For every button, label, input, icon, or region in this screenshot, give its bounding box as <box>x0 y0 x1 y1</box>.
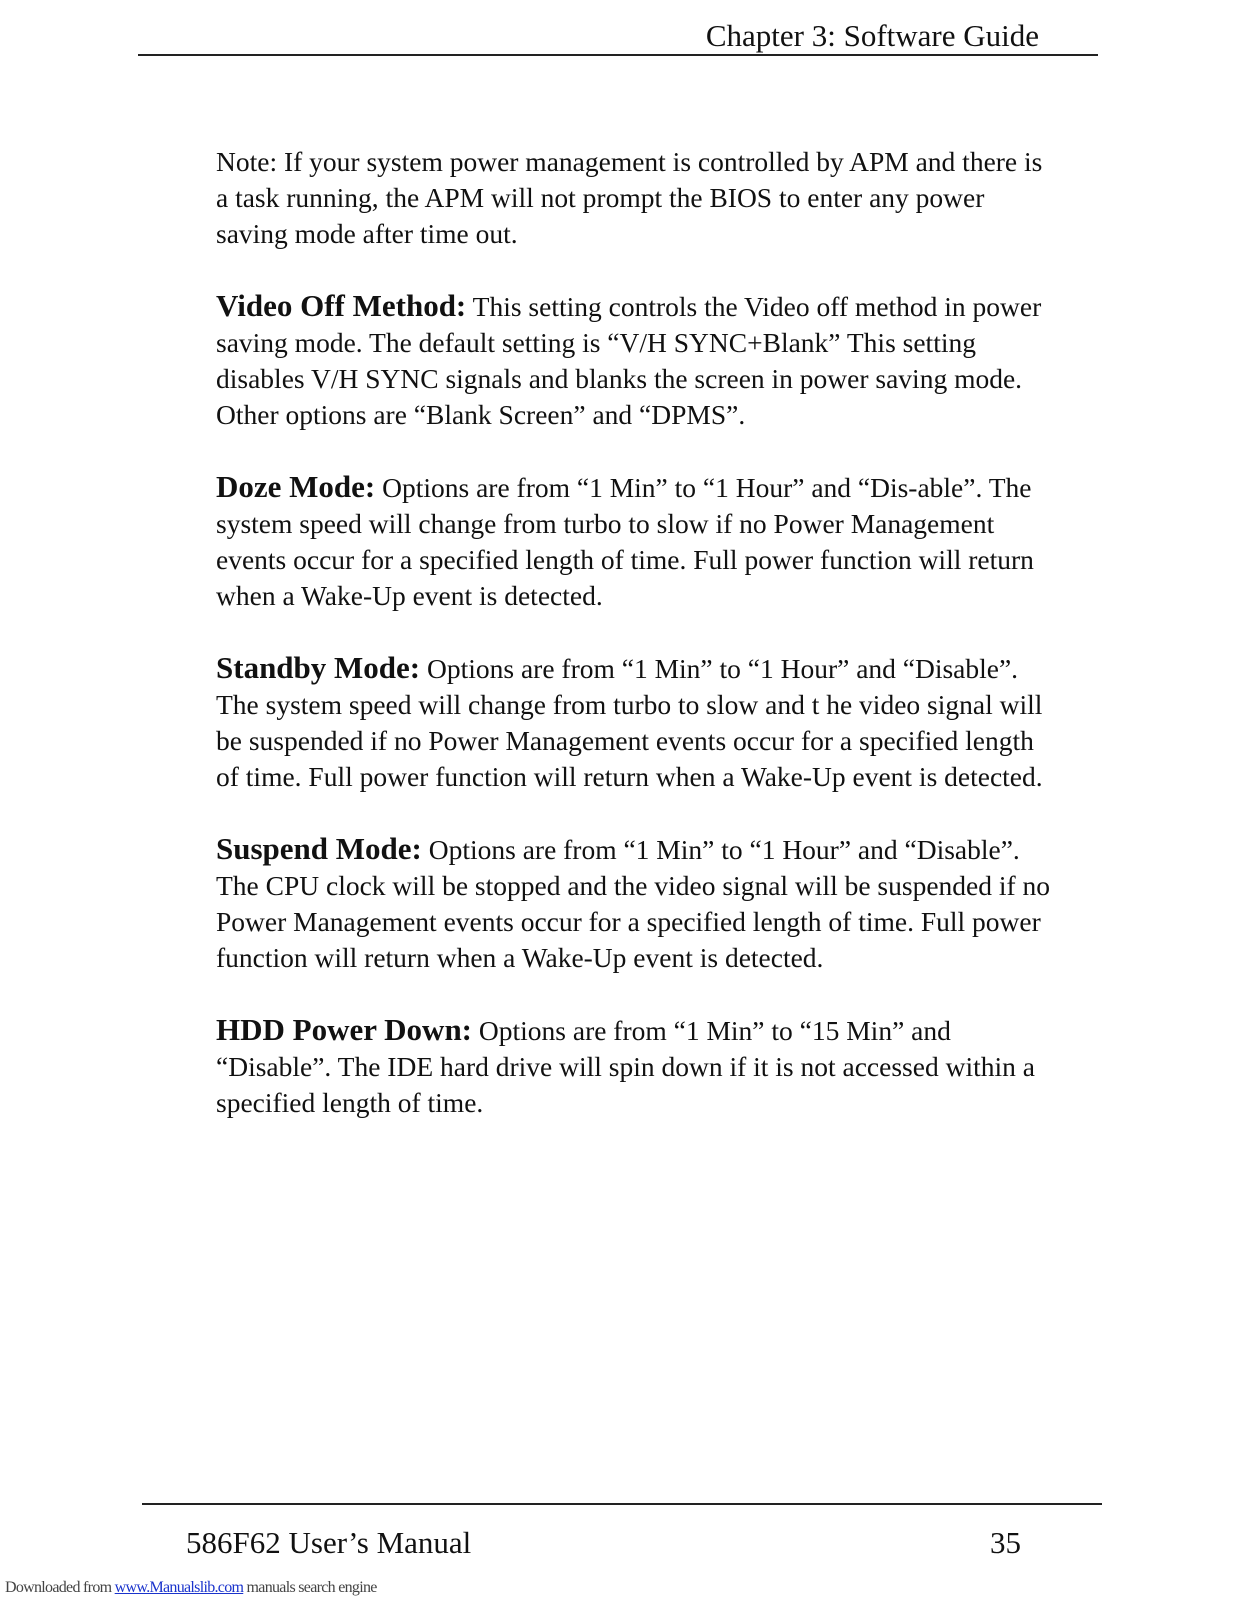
video-off-method-paragraph <box>216 288 1056 433</box>
download-prefix: Downloaded from <box>5 1579 115 1596</box>
note-paragraph: Note: If your system power management is controlled by APM and there is a task running, the APM will not prompt the BIOS to enter any power saving mode after time out. <box>216 146 1043 249</box>
page-number: 35 <box>990 1525 1021 1560</box>
standby-mode-term: Standby Mode: <box>216 650 421 685</box>
doze-mode-text: Options are from “1 Min” to “1 Hour” and “Dis-able”. The system speed will change from turbo to slow if no Power Management events occur for a specified length of time. Full power function will return when a Wake-Up event is detected. <box>216 472 1034 611</box>
document-body <box>216 144 1056 1157</box>
download-attribution <box>5 1578 377 1598</box>
doze-mode-paragraph <box>216 469 1056 614</box>
manualslib-link[interactable]: www.Manualslib.com <box>114 1579 244 1596</box>
hdd-power-down-text: Options are from “1 Min” to “15 Min” and “Disable”. The IDE hard drive will spin down if it is not accessed within a specified length of time. <box>216 1015 1035 1118</box>
suspend-mode-paragraph <box>216 831 1056 976</box>
standby-mode-paragraph <box>216 650 1056 795</box>
doze-mode-term: Doze Mode: <box>216 469 376 504</box>
video-off-method-term: Video Off Method: <box>216 288 467 323</box>
header-divider <box>138 54 1098 56</box>
download-suffix: manuals search engine <box>243 1579 377 1596</box>
suspend-mode-term: Suspend Mode: <box>216 831 422 866</box>
hdd-power-down-paragraph <box>216 1012 1056 1121</box>
suspend-mode-text: Options are from “1 Min” to “1 Hour” and “Disable”. The CPU clock will be stopped and the video signal will be suspended if no Power Management events occur for a specified length of time. Full power function will return when a Wake-Up event is detected. <box>216 834 1051 973</box>
video-off-method-text: This setting controls the Video off method in power saving mode. The default setting is “V/H SYNC+Blank” This setting disables V/H SYNC signals and blanks the screen in power saving mode. Other options are “Blank Screen” and “DPMS”. <box>216 291 1042 430</box>
manual-title: 586F62 User’s Manual <box>186 1525 472 1560</box>
chapter-title: Chapter 3: Software Guide <box>705 18 1039 53</box>
standby-mode-text: Options are from “1 Min” to “1 Hour” and “Disable”. The system speed will change from turbo to slow and t he video signal will be suspended if no Power Management events occur for a specified length of time. Full power function will return when a Wake-Up event is detected. <box>216 653 1043 792</box>
hdd-power-down-term: HDD Power Down: <box>216 1012 473 1047</box>
footer-divider <box>142 1503 1102 1505</box>
